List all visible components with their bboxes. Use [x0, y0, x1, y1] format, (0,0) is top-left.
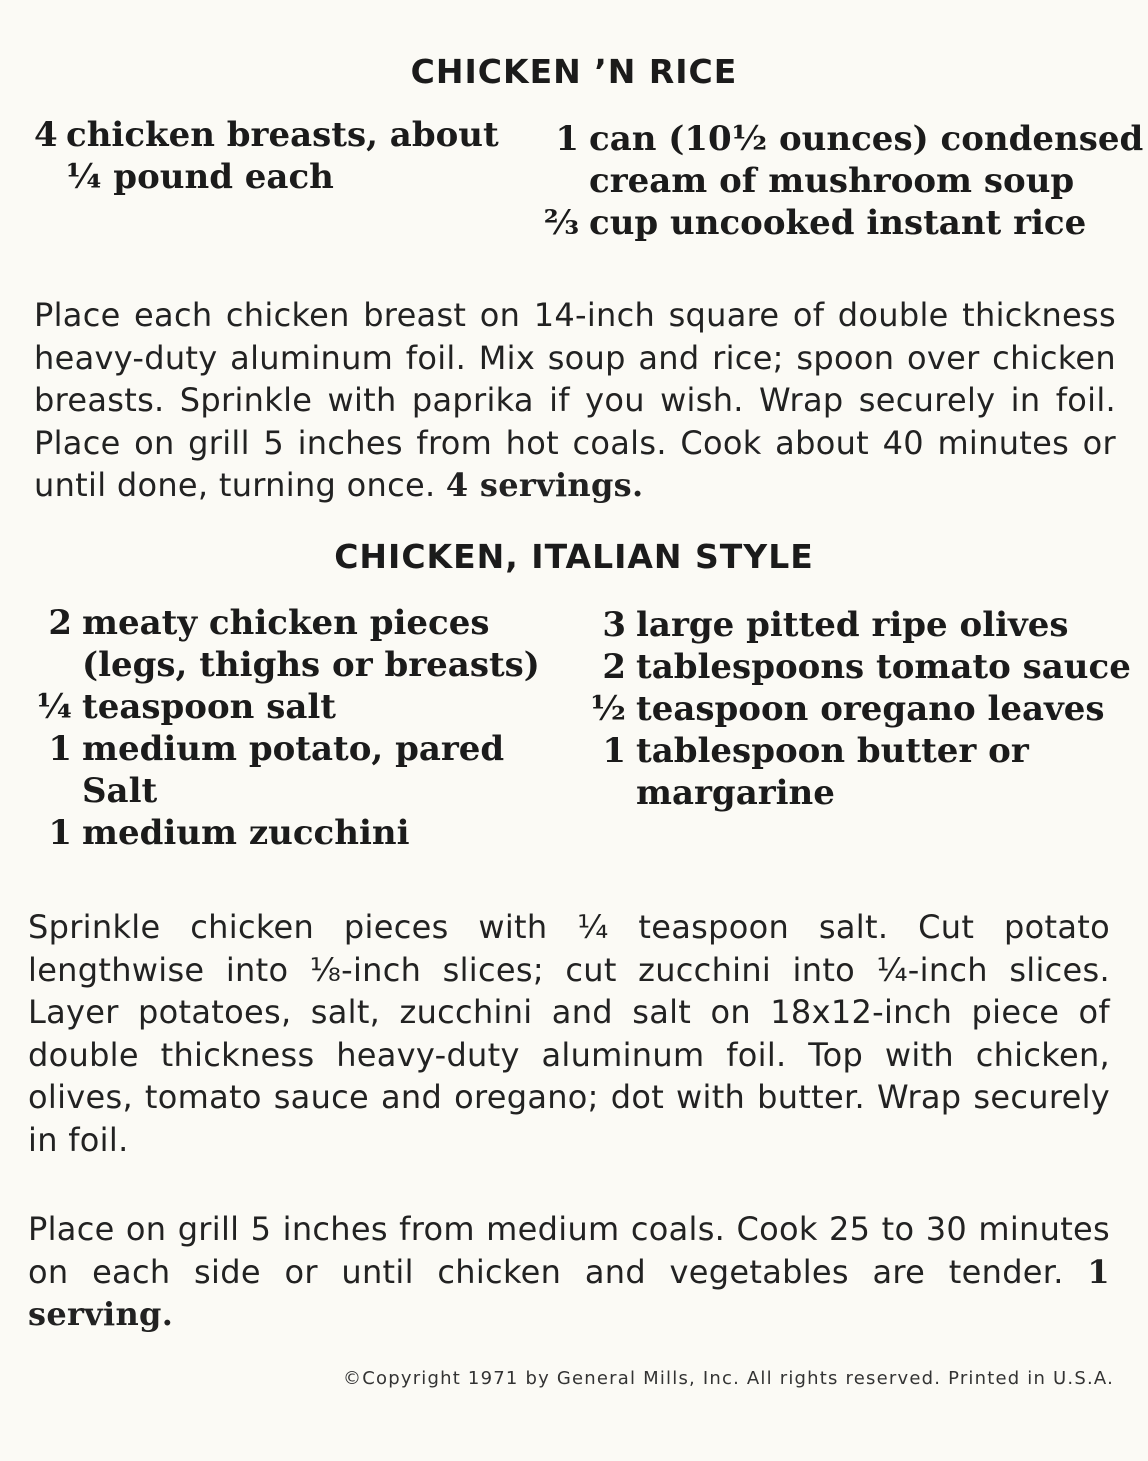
ingredient-text: teaspoon salt [82, 687, 336, 727]
ingredient-item [30, 644, 540, 686]
ingredient-text: chicken breasts, about [66, 115, 499, 155]
directions-text: Place on grill 5 inches from medium coals. Cook 25 to 30 minutes on each side or until chicken and vegetables are tender. [28, 1210, 1110, 1291]
ingredient-text: cream of mushroom soup [589, 161, 1075, 201]
ingredient-text: medium potato, pared [82, 729, 505, 769]
ingredient-item [535, 118, 1143, 160]
ingredient-item [582, 730, 1131, 772]
recipe-title: CHICKEN ’N RICE [410, 52, 738, 91]
directions-text: Place each chicken breast on 14-inch square of double thickness heavy-duty aluminum foil. Mix soup and rice; spoon over chicken breasts. Sprinkle with paprika if you wish. Wrap securely in foil. Place on grill 5 inches from hot coals. Cook about 40 minutes or until done, turning once. [34, 296, 1116, 504]
ingredient-qty: 1 [48, 813, 72, 853]
ingredient-qty: 2 [48, 603, 72, 643]
ingredient-qty [34, 156, 66, 198]
ingredient-item [582, 646, 1131, 688]
ingredient-item [535, 160, 1143, 202]
ingredient-item [535, 202, 1143, 244]
ingredient-item [34, 114, 499, 156]
ingredient-qty: 1 [48, 729, 72, 769]
ingredient-text: medium zucchini [82, 813, 410, 853]
ingredient-list-left [30, 602, 540, 854]
ingredient-item [30, 602, 540, 644]
ingredient-qty [582, 772, 636, 814]
directions-paragraph [34, 294, 1116, 507]
ingredient-qty [535, 160, 589, 202]
recipe-yield: 4 servings. [445, 466, 644, 504]
ingredient-text: can (10½ ounces) condensed [589, 119, 1144, 159]
directions-text: Sprinkle chicken pieces with ¼ teaspoon salt. Cut potato lengthwise into ⅛-inch slices; cut zucchini into ¼-inch slices. Layer potatoes, salt, zucchini and salt on 18x12-inch piece of double thickness heavy-duty aluminum foil. Top with chicken, olives, tomato sauce and oregano; dot with butter. Wrap securely in foil. [28, 908, 1110, 1159]
ingredient-text: ¼ pound each [66, 157, 334, 197]
ingredient-list-right [582, 604, 1131, 814]
ingredient-qty: ¼ [36, 687, 72, 727]
ingredient-text: cup uncooked instant rice [589, 203, 1087, 243]
ingredient-text: teaspoon oregano leaves [636, 689, 1105, 729]
copyright-notice: ©Copyright 1971 by General Mills, Inc. All rights reserved. Printed in U.S.A. [343, 1368, 1114, 1389]
ingredient-item [30, 686, 540, 728]
ingredient-item [30, 812, 540, 854]
ingredient-text: (legs, thighs or breasts) [82, 645, 540, 685]
ingredient-item [582, 688, 1131, 730]
ingredient-text: Salt [82, 771, 158, 811]
directions-paragraph [28, 1208, 1110, 1336]
ingredient-text: large pitted ripe olives [636, 605, 1069, 645]
ingredient-qty: 3 [602, 605, 626, 645]
ingredient-text: margarine [636, 773, 835, 813]
ingredient-qty: ⅔ [543, 203, 579, 243]
ingredient-qty [30, 770, 82, 812]
ingredient-qty: 1 [602, 731, 626, 771]
ingredient-item [30, 770, 540, 812]
ingredient-item [34, 156, 499, 198]
ingredient-text: tablespoon butter or [636, 731, 1029, 771]
directions-paragraph [28, 906, 1110, 1161]
ingredient-qty: 4 [34, 115, 58, 155]
ingredient-qty [30, 644, 82, 686]
ingredient-text: meaty chicken pieces [82, 603, 490, 643]
ingredient-text: tablespoons tomato sauce [636, 647, 1131, 687]
ingredient-list-left [34, 114, 499, 198]
ingredient-qty: 2 [602, 647, 626, 687]
recipe-title: CHICKEN, ITALIAN STYLE [334, 537, 814, 576]
ingredient-qty: 1 [555, 119, 579, 159]
ingredient-list-right [535, 118, 1143, 244]
ingredient-item [30, 728, 540, 770]
ingredient-item [582, 772, 1131, 814]
recipe-yield: 1 serving. [28, 1252, 1110, 1333]
ingredient-item [582, 604, 1131, 646]
ingredient-qty: ½ [590, 689, 626, 729]
